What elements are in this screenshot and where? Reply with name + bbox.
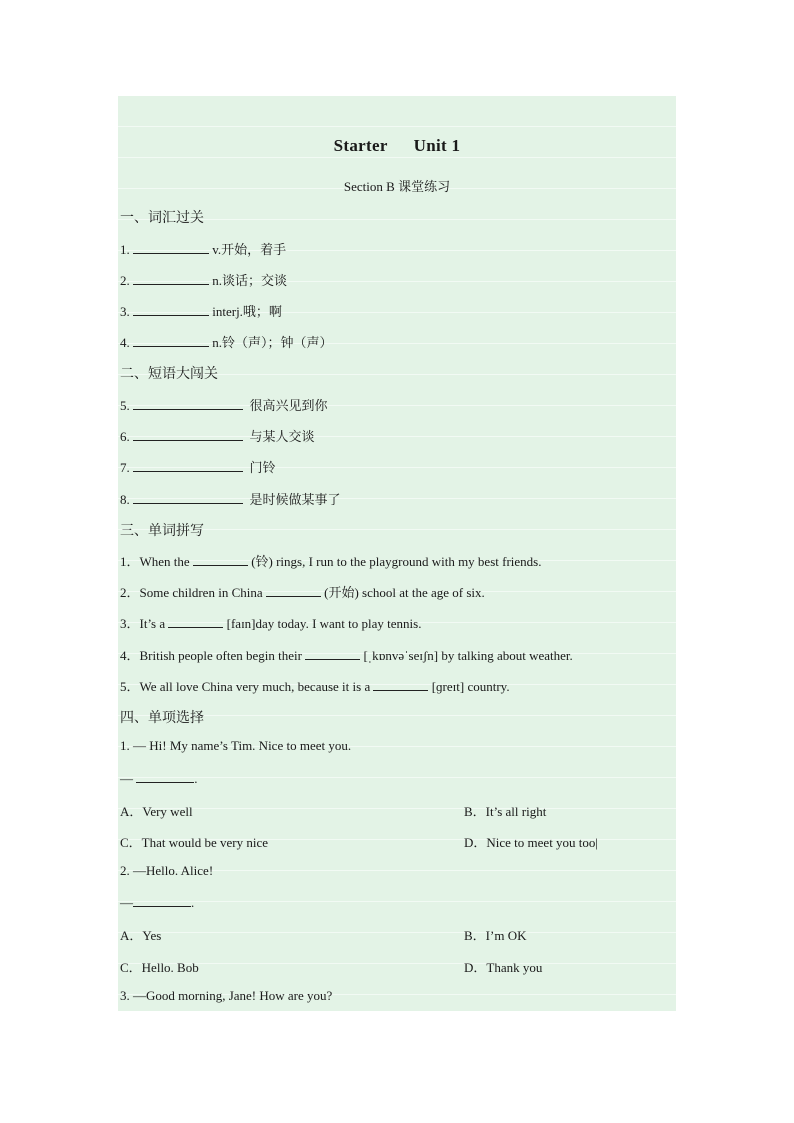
section2-heading: 二、短语大闯关 <box>120 367 218 382</box>
vocab-item-2: 2. n.谈话；交谈 <box>120 273 288 288</box>
phrase-blank-7[interactable] <box>133 459 243 472</box>
phrase-blank-5[interactable] <box>133 397 243 410</box>
section3-heading: 三、单词拼写 <box>120 524 204 539</box>
page-subtitle: Section B 课堂练习 <box>343 179 451 194</box>
mc1-option-b[interactable]: B．It’s all right <box>464 804 547 819</box>
mc2-option-a[interactable]: A．Yes <box>120 928 162 943</box>
vocab-item-3: 3. interj.哦；啊 <box>120 304 282 319</box>
mc-question-2: 2. —Hello. Alice! <box>120 863 214 878</box>
mc-question-3: 3. —Good morning, Jane! How are you? <box>120 988 333 1003</box>
phrase-item-7: 7. 门铃 <box>120 460 276 475</box>
vocab-blank-3[interactable] <box>133 303 209 316</box>
spelling-blank-4[interactable] <box>305 647 360 660</box>
phrase-item-8: 8. 是时候做某事了 <box>120 492 341 507</box>
title-starter: Starter <box>333 136 388 155</box>
vocab-blank-4[interactable] <box>133 334 209 347</box>
mc-question-1: 1. — Hi! My name’s Tim. Nice to meet you. <box>120 738 352 753</box>
spelling-blank-5[interactable] <box>373 678 428 691</box>
spelling-blank-1[interactable] <box>193 553 248 566</box>
mc2-option-d[interactable]: D．Thank you <box>464 960 543 975</box>
phrase-blank-6[interactable] <box>133 428 243 441</box>
spelling-item-3: 3．It’s a [faɪn]day today. I want to play tennis. <box>120 616 422 631</box>
mc-reply-blank-1[interactable] <box>136 770 194 783</box>
mc2-option-b[interactable]: B．I’m OK <box>464 928 527 943</box>
spelling-item-4: 4．British people often begin their [ˌkɒnvəˈseɪʃn] by talking about weather. <box>120 648 573 663</box>
spelling-item-2: 2．Some children in China (开始) school at the age of six. <box>120 585 485 600</box>
spelling-item-5: 5．We all love China very much, because it is a [ɡreɪt] country. <box>120 679 510 694</box>
mc1-option-c[interactable]: C．That would be very nice <box>120 835 269 850</box>
phrase-item-6: 6. 与某人交谈 <box>120 429 315 444</box>
mc-reply-blank-2[interactable] <box>133 894 191 907</box>
section4-heading: 四、单项选择 <box>120 711 204 726</box>
section1-heading: 一、词汇过关 <box>120 211 204 226</box>
spelling-item-1: 1．When the (铃) rings, I run to the playground with my best friends. <box>120 554 542 569</box>
title-unit: Unit 1 <box>413 136 461 155</box>
spelling-blank-3[interactable] <box>168 615 223 628</box>
vocab-item-4: 4. n.铃（声）；钟（声） <box>120 335 333 350</box>
vocab-blank-2[interactable] <box>133 272 209 285</box>
mc-reply-1: — . <box>120 771 198 786</box>
phrase-blank-8[interactable] <box>133 491 243 504</box>
mc-reply-2: — . <box>120 895 195 910</box>
spelling-blank-2[interactable] <box>266 584 321 597</box>
mc1-option-d[interactable]: D．Nice to meet you too| <box>464 835 599 850</box>
mc2-option-c[interactable]: C．Hello. Bob <box>120 960 199 975</box>
vocab-blank-1[interactable] <box>133 241 209 254</box>
vocab-item-1: 1. v.开始，着手 <box>120 242 287 257</box>
phrase-item-5: 5. 很高兴见到你 <box>120 398 328 413</box>
page-title <box>118 136 676 156</box>
worksheet-page <box>118 96 676 1011</box>
mc1-option-a[interactable]: A．Very well <box>120 804 193 819</box>
